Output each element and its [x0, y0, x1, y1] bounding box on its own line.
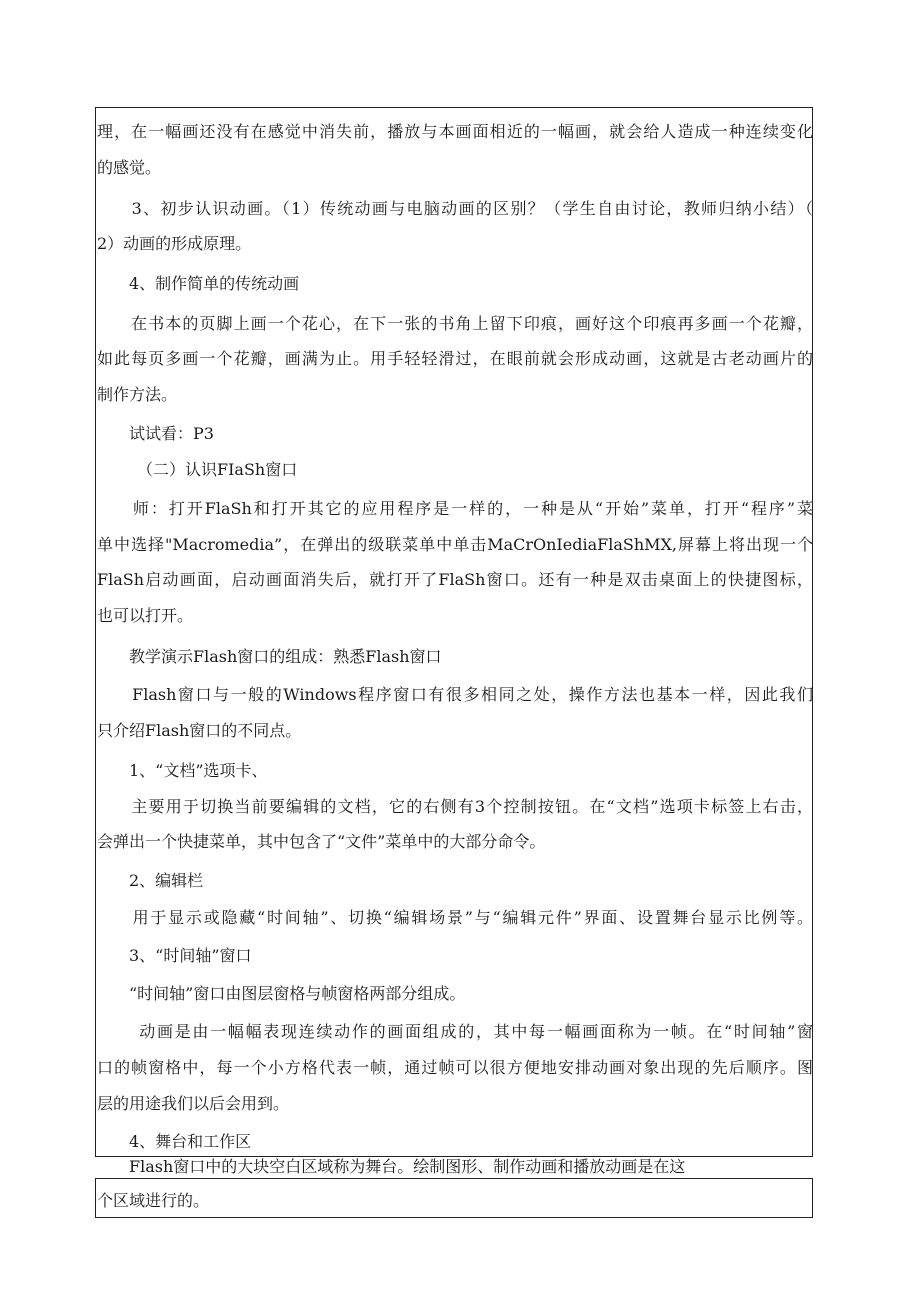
text-line: 个区域进行的。: [97, 1191, 210, 1210]
text-line: 2、编辑栏: [97, 871, 204, 890]
text-line: 的感觉。: [97, 158, 162, 177]
text-line: 主要用于切换当前要编辑的文档，它的右侧有3个控制按钮。在“文档”选项卡标签上右击，: [97, 797, 813, 816]
text-line: 层的用途我们以后会用到。: [97, 1094, 290, 1113]
text-line: Flash窗口与一般的Windows程序窗口有很多相同之处，操作方法也基本一样，因此我们: [97, 685, 813, 704]
text-line: 4、制作简单的传统动画: [97, 274, 300, 293]
text-line: 制作方法。: [97, 385, 178, 404]
text-line: 用于显示或隐藏“时间轴”、切换“编辑场景”与“编辑元件”界面、设置舞台显示比例等。: [97, 908, 813, 927]
text-line: 如此每页多画一个花瓣，画满为止。用手轻轻滑过，在眼前就会形成动画，这就是古老动画片的: [97, 349, 813, 368]
text-line: 教学演示Flash窗口的组成：熟悉Flash窗口: [97, 647, 442, 666]
text-line: 会弹出一个快捷菜单，其中包含了“文件”菜单中的大部分命令。: [97, 832, 546, 851]
text-line: 3、“时间轴”窗口: [97, 946, 252, 965]
text-line: 也可以打开。: [97, 606, 194, 625]
text-line: 师：打开FlaSh和打开其它的应用程序是一样的，一种是从“开始”菜单，打开“程序”菜: [97, 499, 813, 518]
text-line: 3、初步认识动画。（1）传统动画与电脑动画的区别？（学生自由讨论，教师归纳小结）（: [97, 199, 813, 218]
text-line: Flash窗口中的大块空白区域称为舞台。绘制图形、制作动画和播放动画是在这: [97, 1157, 686, 1176]
text-line: “时间轴”窗口由图层窗格与帧窗格两部分组成。: [97, 984, 466, 1003]
text-line: FlaSh启动画面，启动画面消失后，就打开了FlaSh窗口。还有一种是双击桌面上的快捷图标，: [97, 570, 813, 589]
section-heading: （二）认识FIaSh窗口: [97, 460, 298, 479]
text-line: 试试看：P3: [97, 424, 214, 443]
text-line: 单中选择"Macromedia”，在弹出的级联菜单中单击MaCrOnIediaFlaShMX,屏幕上将出现一个: [97, 535, 813, 554]
text-line: 2）动画的形成原理。: [97, 234, 252, 253]
text-line: 在书本的页脚上画一个花心，在下一张的书角上留下印痕，画好这个印痕再多画一个花瓣，: [97, 314, 813, 333]
text-line: 动画是由一幅幅表现连续动作的画面组成的，其中每一幅画面称为一帧。在“时间轴”窗: [97, 1022, 813, 1041]
text-line: 1、“文档”选项卡、: [97, 761, 268, 780]
text-line: 口的帧窗格中，每一个小方格代表一帧，通过帧可以很方便地安排动画对象出现的先后顺序。图: [97, 1058, 813, 1077]
text-line: 4、舞台和工作区: [97, 1132, 252, 1151]
text-line: 只介绍Flash窗口的不同点。: [97, 721, 302, 740]
text-line: 理，在一幅画还没有在感觉中消失前，播放与本画面相近的一幅画，就会给人造成一种连续变化: [97, 122, 813, 141]
